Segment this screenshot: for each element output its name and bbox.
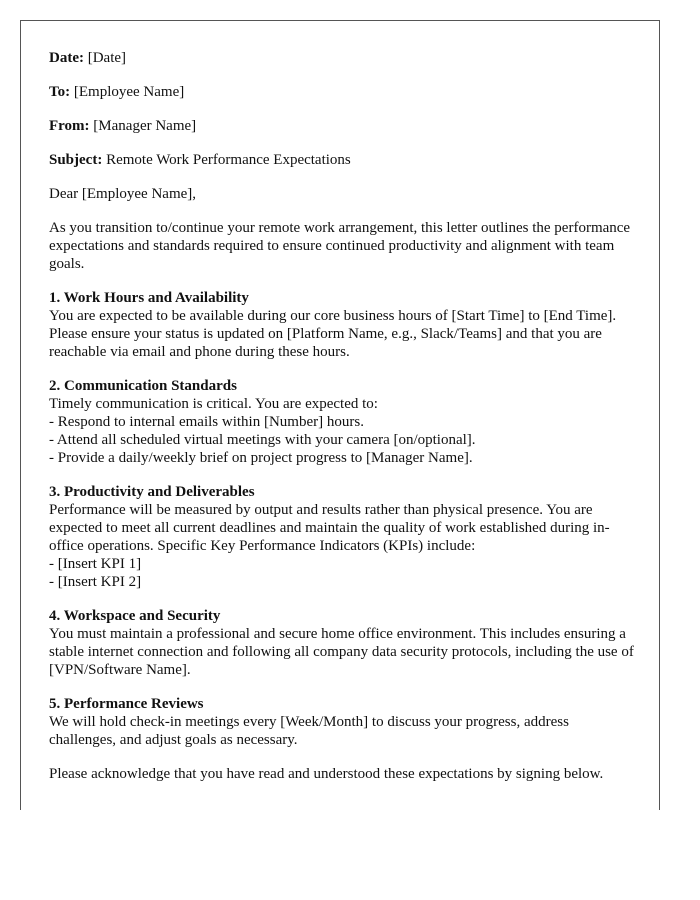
letter-page	[20, 20, 660, 810]
letter-content	[49, 49, 639, 783]
greeting: Dear [Employee Name],	[49, 186, 197, 202]
closing-paragraph: Please acknowledge that you have read and understood these expectations by signing below.	[49, 766, 604, 782]
list-item: - [Insert KPI 2]	[49, 574, 142, 590]
section-body: We will hold check-in meetings every [Week/Month] to discuss your progress, address challenges, and adjust goals as necessary.	[49, 714, 569, 748]
section-body: Timely communication is critical. You are expected to:	[49, 396, 378, 412]
section-body: You are expected to be available during our core business hours of [Start Time] to [End Time]. Please ensure your status is updated on [Platform Name, e.g., Slack/Teams] and that you are reachable via email and phone during these hours.	[49, 308, 617, 360]
to-label: To:	[49, 84, 71, 100]
list-item: - Respond to internal emails within [Number] hours.	[49, 414, 364, 430]
section-title: 3. Productivity and Deliverables	[49, 484, 255, 500]
list-item: - [Insert KPI 1]	[49, 556, 142, 572]
section-title: 2. Communication Standards	[49, 378, 237, 394]
list-item: - Provide a daily/weekly brief on project progress to [Manager Name].	[49, 450, 473, 466]
section-work-hours	[49, 289, 639, 361]
date-line	[49, 49, 639, 67]
subject-label: Subject:	[49, 152, 103, 168]
from-value: [Manager Name]	[93, 118, 197, 134]
subject-value: Remote Work Performance Expectations	[106, 152, 351, 168]
to-value: [Employee Name]	[73, 84, 185, 100]
section-title: 1. Work Hours and Availability	[49, 290, 249, 306]
section-title: 5. Performance Reviews	[49, 696, 204, 712]
list-item: - Attend all scheduled virtual meetings with your camera [on/optional].	[49, 432, 476, 448]
date-label: Date:	[49, 50, 84, 66]
section-workspace-security	[49, 607, 639, 679]
intro-paragraph: As you transition to/continue your remote work arrangement, this letter outlines the performance expectations and standards required to ensure continued productivity and alignment with team goals.	[49, 220, 631, 272]
date-value: [Date]	[87, 50, 127, 66]
section-productivity	[49, 483, 639, 591]
section-title: 4. Workspace and Security	[49, 608, 221, 624]
section-body: You must maintain a professional and secure home office environment. This includes ensuring a stable internet connection and following all company data security protocols, including the use of [VPN/Software Name].	[49, 626, 634, 678]
to-line	[49, 83, 639, 101]
section-body: Performance will be measured by output and results rather than physical presence. You are expected to meet all current deadlines and maintain the quality of work established during in-office operations. Specific Key Performance Indicators (KPIs) include:	[49, 502, 610, 554]
subject-line	[49, 151, 639, 169]
section-performance-reviews	[49, 695, 639, 749]
section-communication	[49, 377, 639, 467]
from-line	[49, 117, 639, 135]
from-label: From:	[49, 118, 90, 134]
